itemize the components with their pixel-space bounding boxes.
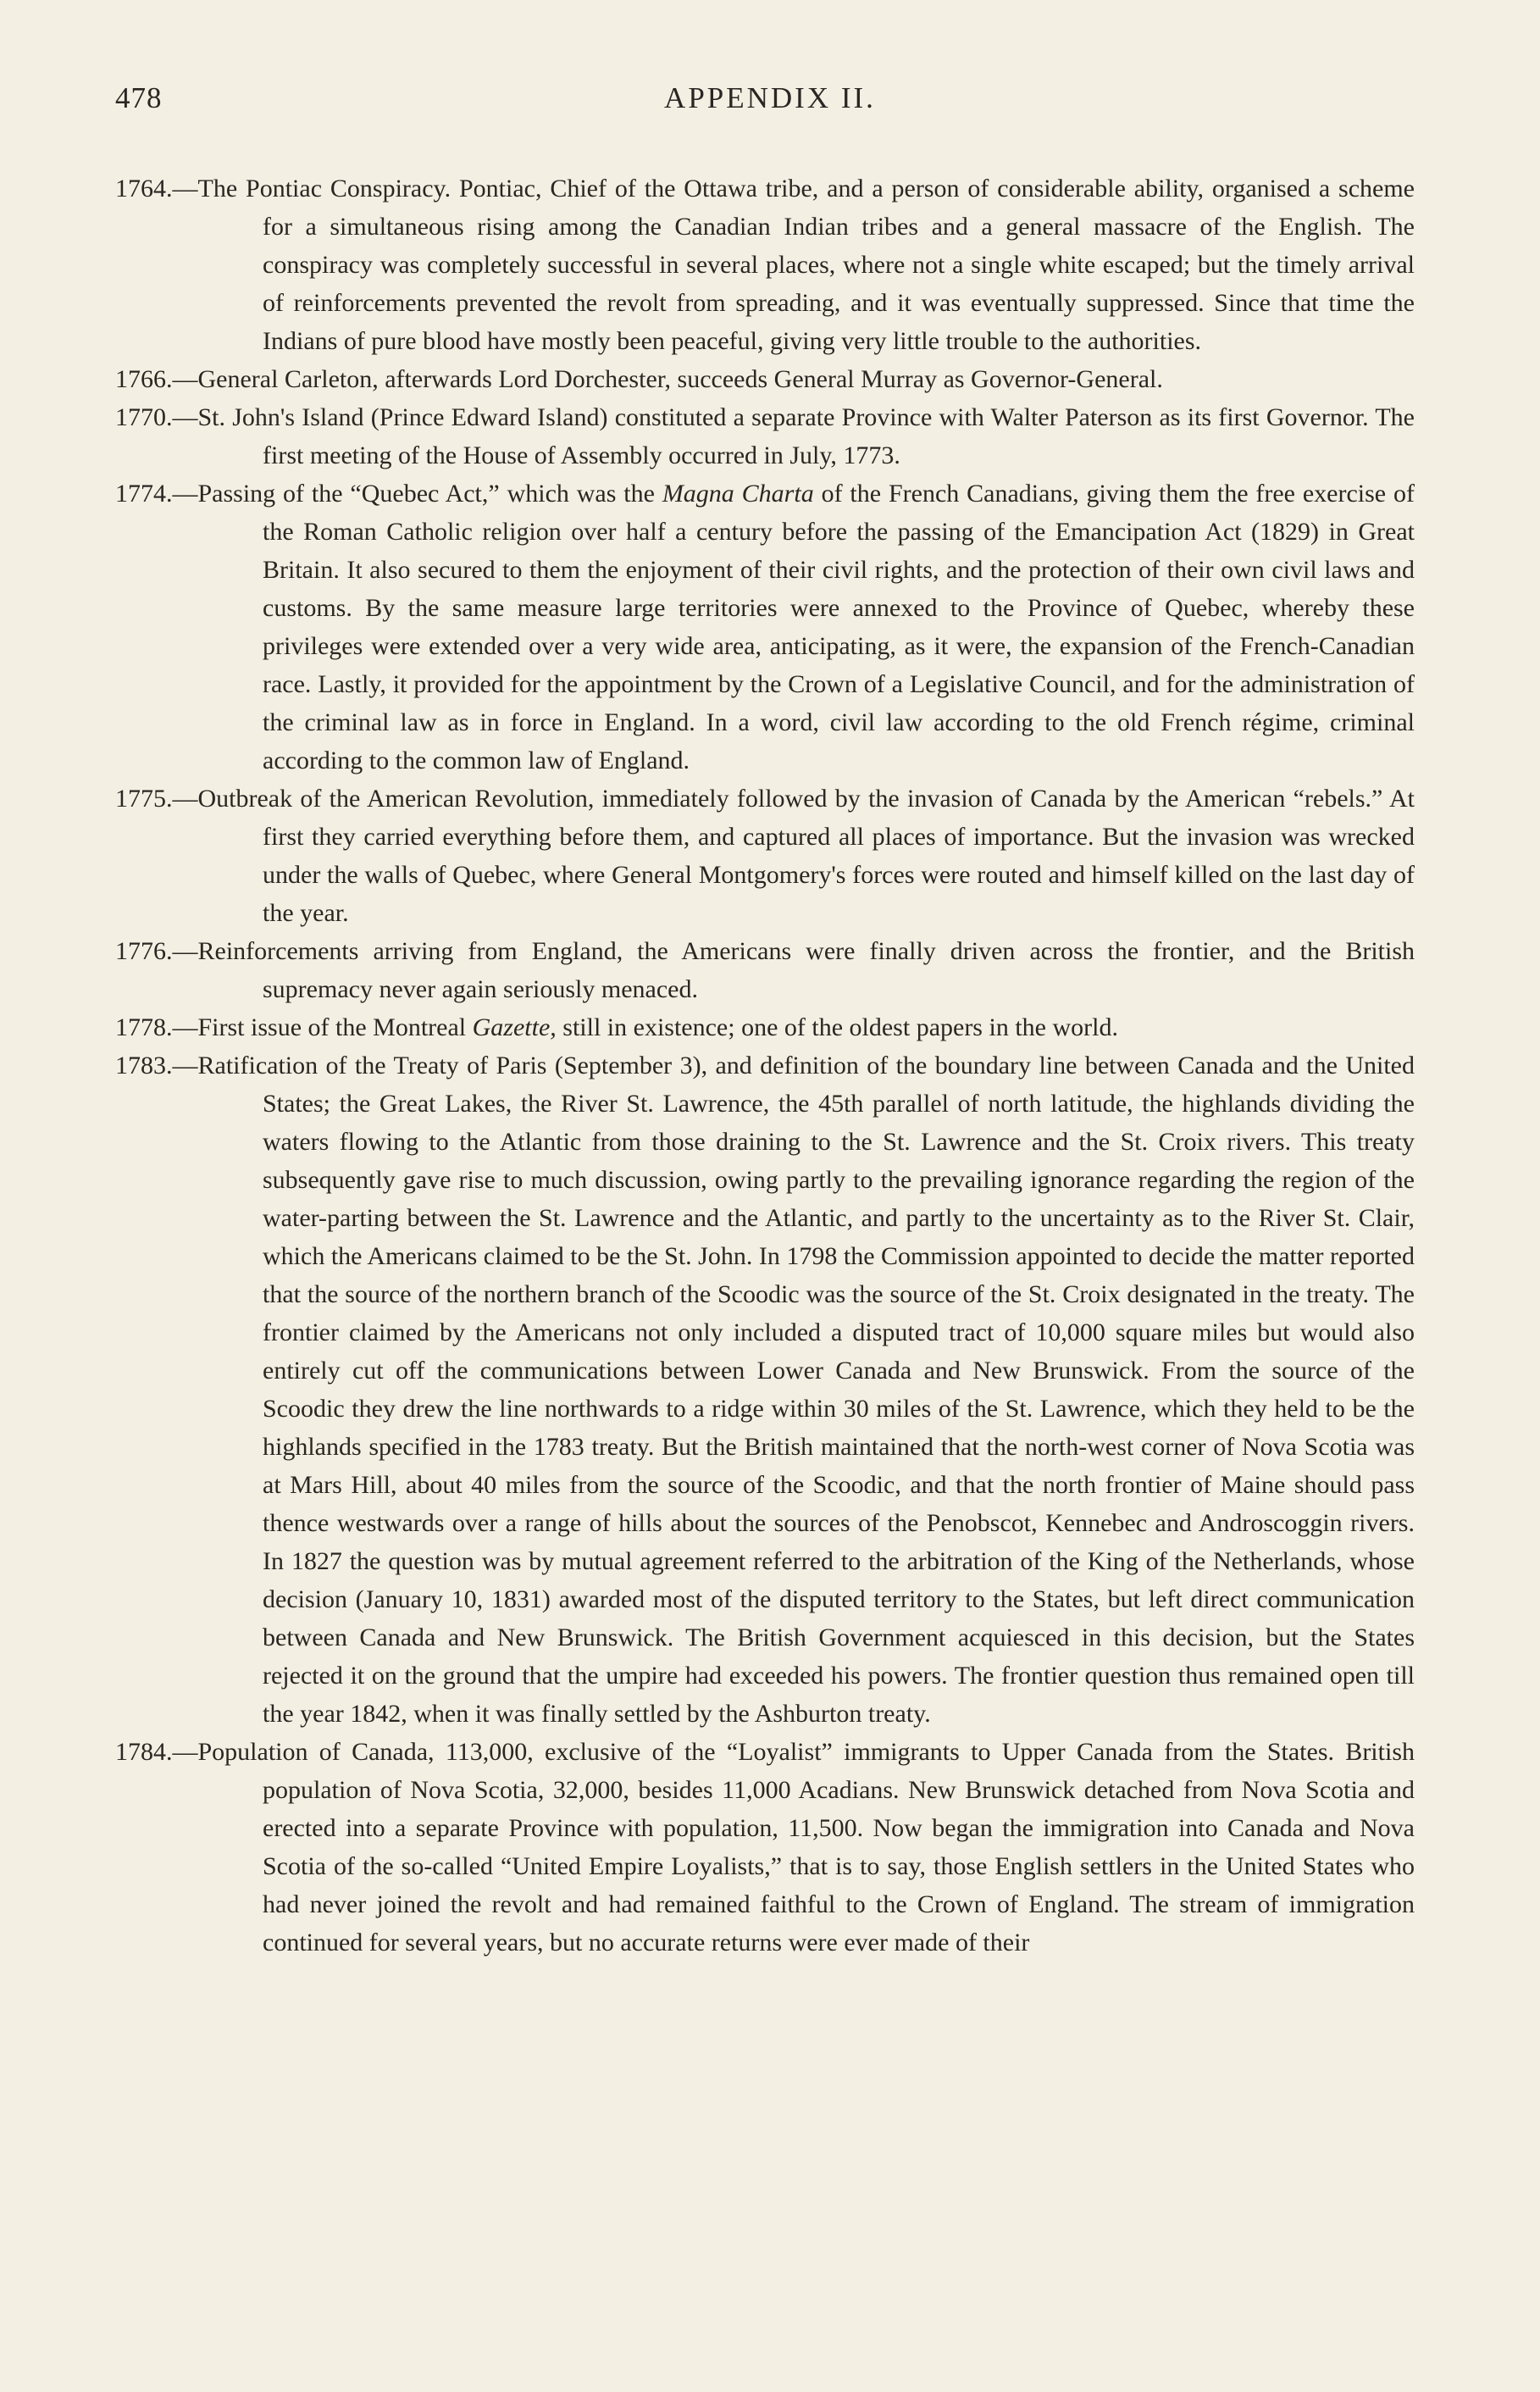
entry-year: 1784. — [115, 1738, 173, 1766]
entry-text: —Population of Canada, 113,000, exclusive of the “Loyalist” immigrants to Upper Canada from the States. British population of Nova Scotia, 32,000, besides 11,000 Acadians. New Brunswick detached from Nova Scotia and erected into a separate Province with population, 11,500. Now began the immigration into Canada and Nova Scotia of the so-called “United Empire Loyalists,” that is to say, those English settlers in the United States who had never joined the revolt and had remained faithful to the Crown of England. The stream of immigration continued for several years, but no accurate returns were ever made of their — [172, 1738, 1415, 1956]
entry-italic-title: Magna Charta — [662, 480, 814, 508]
entry-1774 — [115, 475, 1415, 780]
entry-1775 — [115, 780, 1415, 932]
entry-text: —Passing of the “Quebec Act,” which was the — [172, 480, 662, 508]
entry-year: 1766. — [115, 365, 173, 393]
page-number: 478 — [115, 81, 163, 114]
page-header — [0, 81, 1540, 132]
entry-text-continued: still in existence; one of the oldest papers in the world. — [556, 1013, 1118, 1041]
entry-1766 — [115, 360, 1415, 398]
chronology-entries — [115, 169, 1415, 1962]
entry-1770 — [115, 398, 1415, 475]
entry-1776 — [115, 932, 1415, 1008]
entry-1784 — [115, 1733, 1415, 1962]
entry-text: —St. John's Island (Prince Edward Island) constituted a separate Province with Walter Paterson as its first Governor. The first meeting of the House of Assembly occurred in July, 1773. — [172, 403, 1415, 469]
entry-year: 1774. — [115, 480, 173, 508]
entry-text: —First issue of the Montreal — [172, 1013, 473, 1041]
entry-year: 1776. — [115, 937, 173, 965]
entry-year: 1770. — [115, 403, 173, 431]
entry-year: 1764. — [115, 175, 173, 203]
entry-text-continued: of the French Canadians, giving them the free exercise of the Roman Catholic religion over half a century before the passing of the Emancipation Act (1829) in Great Britain. It also secured to them the enjoyment of their civil rights, and the protection of their own civil laws and customs. By the same measure large territories were annexed to the Province of Quebec, whereby these privileges were extended over a very wide area, anticipating, as it were, the expansion of the French-Canadian race. Lastly, it provided for the appointment by the Crown of a Legislative Council, and for the administration of the criminal law as in force in England. In a word, civil law according to the old French régime, criminal according to the common law of England. — [263, 480, 1415, 774]
entry-1764 — [115, 169, 1415, 360]
entry-italic-title: Gazette, — [472, 1013, 557, 1041]
entry-text: —Ratification of the Treaty of Paris (September 3), and definition of the boundary line between Canada and the United States; the Great Lakes, the River St. Lawrence, the 45th parallel of north latitude, the highlands dividing the waters flowing to the Atlantic from those draining to the St. Lawrence and the St. Croix rivers. This treaty subsequently gave rise to much discussion, owing partly to the prevailing ignorance regarding the region of the water-parting between the St. Lawrence and the Atlantic, and partly to the uncertainty as to the River St. Clair, which the Americans claimed to be the St. John. In 1798 the Commission appointed to decide the matter reported that the source of the northern branch of the Scoodic was the source of the St. Croix designated in the treaty. The frontier claimed by the Americans not only included a disputed tract of 10,000 square miles but would also entirely cut off the communications between Lower Canada and New Brunswick. From the source of the Scoodic they drew the line northwards to a ridge within 30 miles of the St. Lawrence, which they held to be the highlands specified in the 1783 treaty. But the British maintained that the north-west corner of Nova Scotia was at Mars Hill, about 40 miles from the source of the Scoodic, and that the north frontier of Maine should pass thence westwards over a range of hills about the sources of the Penobscot, Kennebec and Androscoggin rivers. In 1827 the question was by mutual agreement referred to the arbitration of the King of the Netherlands, whose decision (January 10, 1831) awarded most of the disputed territory to the States, but left direct communication between Canada and New Brunswick. The British Government acquiesced in this decision, but the States rejected it on the ground that the umpire had exceeded his powers. The frontier question thus remained open till the year 1842, when it was finally settled by the Ashburton treaty. — [172, 1052, 1415, 1728]
entry-text: —Reinforcements arriving from England, the Americans were finally driven across the frontier, and the British supremacy never again seriously menaced. — [172, 937, 1415, 1003]
entry-year: 1775. — [115, 785, 173, 813]
entry-year: 1783. — [115, 1052, 173, 1079]
entry-1783 — [115, 1046, 1415, 1733]
entry-1778 — [115, 1008, 1415, 1046]
running-head: APPENDIX II. — [664, 81, 876, 114]
entry-text: —The Pontiac Conspiracy. Pontiac, Chief of the Ottawa tribe, and a person of considerable ability, organised a scheme for a simultaneous rising among the Canadian Indian tribes and a general massacre of the English. The conspiracy was completely successful in several places, where not a single white escaped; but the timely arrival of reinforcements prevented the revolt from spreading, and it was eventually suppressed. Since that time the Indians of pure blood have mostly been peaceful, giving very little trouble to the authorities. — [172, 175, 1415, 355]
entry-text: —Outbreak of the American Revolution, immediately followed by the invasion of Canada by the American “rebels.” At first they carried everything before them, and captured all places of importance. But the invasion was wrecked under the walls of Quebec, where General Montgomery's forces were routed and himself killed on the last day of the year. — [172, 785, 1415, 927]
entry-year: 1778. — [115, 1013, 173, 1041]
entry-text: —General Carleton, afterwards Lord Dorchester, succeeds General Murray as Governor-General. — [172, 365, 1163, 393]
